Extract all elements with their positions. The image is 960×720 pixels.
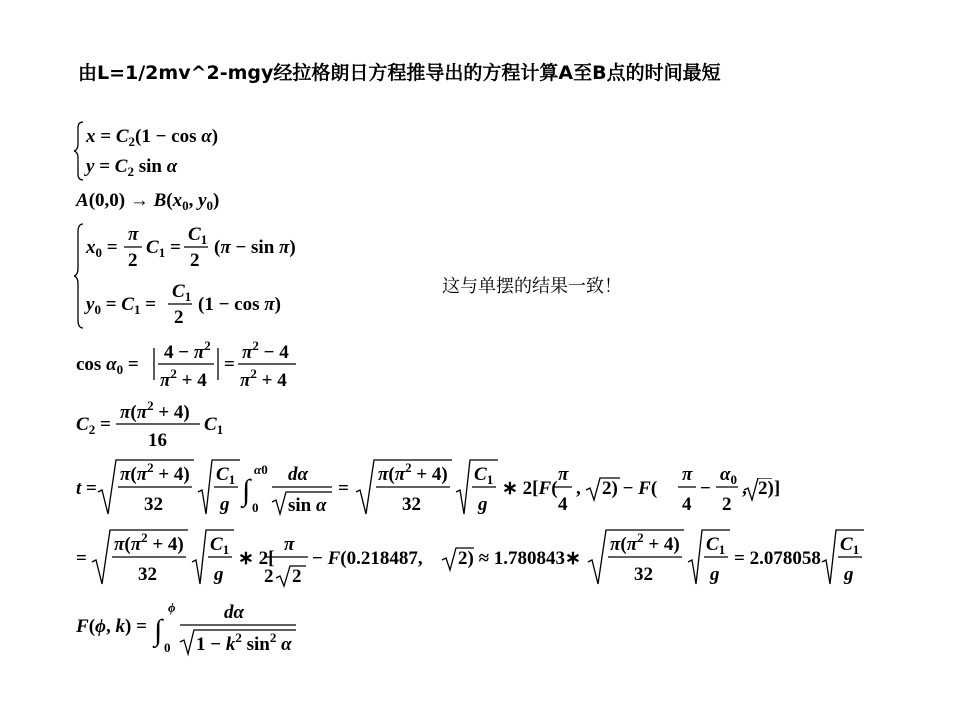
svg-text:=: =: [224, 354, 235, 375]
svg-text:F(ϕ, k) =: F(ϕ, k) =: [76, 616, 147, 637]
svg-text:C1: $C_1$: [172, 281, 192, 304]
svg-text:g: g: [214, 564, 224, 585]
svg-text:32: 32: [402, 494, 421, 515]
svg-text:∗ 2[F(: ∗ 2[F(: [502, 478, 558, 499]
svg-text:C1: $C_1$: [216, 464, 236, 487]
svg-text:− F(0.218487,: − F(0.218487,: [312, 548, 423, 569]
svg-text:π(π2 + 4): $\pi(\pi^2 + 4)$: [378, 460, 448, 485]
svg-text:32: 32: [138, 564, 157, 585]
svg-text:dα: dα: [288, 464, 309, 485]
svg-text:y0 = C1 =: $y_0 = C_1$ =: [86, 294, 157, 317]
svg-text:2: 2: [722, 494, 732, 515]
svg-text:(π − sin π): (π − sin π): [214, 237, 296, 258]
svg-text:π: π: [284, 534, 295, 555]
equation-time-integral: [74, 456, 794, 522]
svg-text:α0: α0: [254, 462, 268, 477]
svg-text:g: g: [478, 494, 488, 515]
svg-text:= 2.078058: = 2.078058: [734, 548, 821, 569]
svg-text:y = C2 sin α: $y = C_2$ sin α: [86, 156, 178, 179]
svg-text:(1 − cos π): (1 − cos π): [198, 294, 281, 315]
svg-text:sin α: sin α: [288, 495, 327, 516]
svg-text:C1: $C_1$: [210, 534, 230, 557]
equation-parametric-xy: [74, 118, 274, 184]
svg-text:32: 32: [634, 564, 653, 585]
svg-text:x = C2(1 − cos α): $x = C_2(1 - \cos \alpha)$: [86, 126, 219, 149]
svg-text:2: 2: [264, 566, 274, 587]
svg-text:2) ≈ 1.780843∗: 2) ≈ 1.780843∗: [458, 548, 581, 569]
svg-text:0: 0: [252, 500, 259, 515]
svg-text:C1: $C_1$: [706, 534, 726, 557]
equation-elliptic-integral: [74, 596, 314, 660]
svg-text:,: ,: [742, 478, 747, 499]
equation-endpoints: [74, 186, 274, 216]
svg-text:C1: $C_1$: [840, 534, 860, 557]
svg-text:∫: ∫: [154, 614, 163, 647]
equation-c2: [74, 398, 244, 454]
svg-text:π(π2 + 4): $\pi(\pi^2 + 4)$: [120, 460, 190, 485]
svg-text:π: π: [558, 464, 569, 485]
svg-text:∗ 2[: ∗ 2[: [238, 548, 275, 569]
svg-text:∫: ∫: [242, 474, 251, 507]
equation-time-integral-tail: [742, 478, 786, 508]
svg-text:C1 =: $C_1$ =: [146, 237, 181, 260]
svg-text:0: 0: [164, 640, 171, 655]
svg-text:π(π2 + 4): $\pi(\pi^2 + 4)$: [120, 398, 190, 423]
svg-text:π: π: [682, 464, 693, 485]
svg-text:2: 2: [174, 307, 184, 328]
svg-text:2: 2: [190, 250, 200, 271]
svg-text:2: 2: [128, 250, 138, 271]
svg-text:C1: $C_1$: [204, 414, 224, 437]
svg-text:=: =: [76, 548, 87, 569]
svg-text:2: 2: [292, 566, 302, 587]
svg-text:16: 16: [148, 430, 167, 451]
consistency-note: 这与单摆的结果一致！: [442, 276, 622, 297]
svg-text:4 − π2: $4 - \pi^2$: [164, 338, 211, 363]
svg-text:π2 − 4: $\pi^2 - 4$: [242, 338, 289, 363]
svg-text:=: =: [338, 478, 349, 499]
svg-text:,: ,: [576, 478, 581, 499]
svg-text:2)]: 2)]: [758, 478, 781, 499]
svg-text:g: g: [220, 494, 230, 515]
svg-text:C1: $C_1$: [474, 464, 494, 487]
svg-text:−: −: [700, 478, 711, 499]
equation-time-numeric: [74, 526, 874, 592]
equation-cos-alpha0: [74, 336, 304, 394]
svg-text:π2 + 4: $\pi^2 + 4$: [160, 366, 207, 391]
svg-text:t =: t =: [76, 478, 97, 499]
svg-text:g: g: [844, 564, 854, 585]
svg-text:x0 =: $x_0$ =: [86, 237, 118, 260]
svg-text:α0: $\alpha_0$: [720, 464, 738, 487]
svg-text:4: 4: [558, 494, 568, 515]
slide-title: 由L=1/2mv^2-mgy经拉格朗日方程推导出的方程计算A至B点的时间最短: [78, 62, 721, 84]
svg-text:A(0,0) → B(x0, y0): $A(0,0) \to B(x_0$, $y_0$): [76, 190, 220, 213]
svg-text:4: 4: [682, 494, 692, 515]
svg-text:C1: $C_1$: [188, 224, 208, 247]
svg-text:π(π2 + 4): $\pi(\pi^2 + 4)$: [114, 530, 184, 555]
svg-text:π: π: [128, 224, 139, 245]
svg-text:C2 =: $C_2$ =: [76, 414, 111, 437]
svg-text:π(π2 + 4): $\pi(\pi^2 + 4)$: [610, 530, 680, 555]
svg-text:2) − F(: 2) − F(: [602, 478, 658, 499]
svg-text:32: 32: [144, 494, 163, 515]
svg-text:1 − k2 sin2 α: $1 - k^2$ $\sin^2 \alpha$: [196, 630, 292, 655]
svg-text:dα: dα: [224, 602, 245, 623]
svg-text:g: g: [710, 564, 720, 585]
equation-x0-y0: [74, 220, 314, 332]
svg-text:π2 + 4: $\pi^2 + 4$: [240, 366, 287, 391]
svg-text:cos α0 =: $\cos \alpha_0$ =: [76, 354, 139, 377]
svg-text:ϕ: ϕ: [168, 600, 176, 615]
